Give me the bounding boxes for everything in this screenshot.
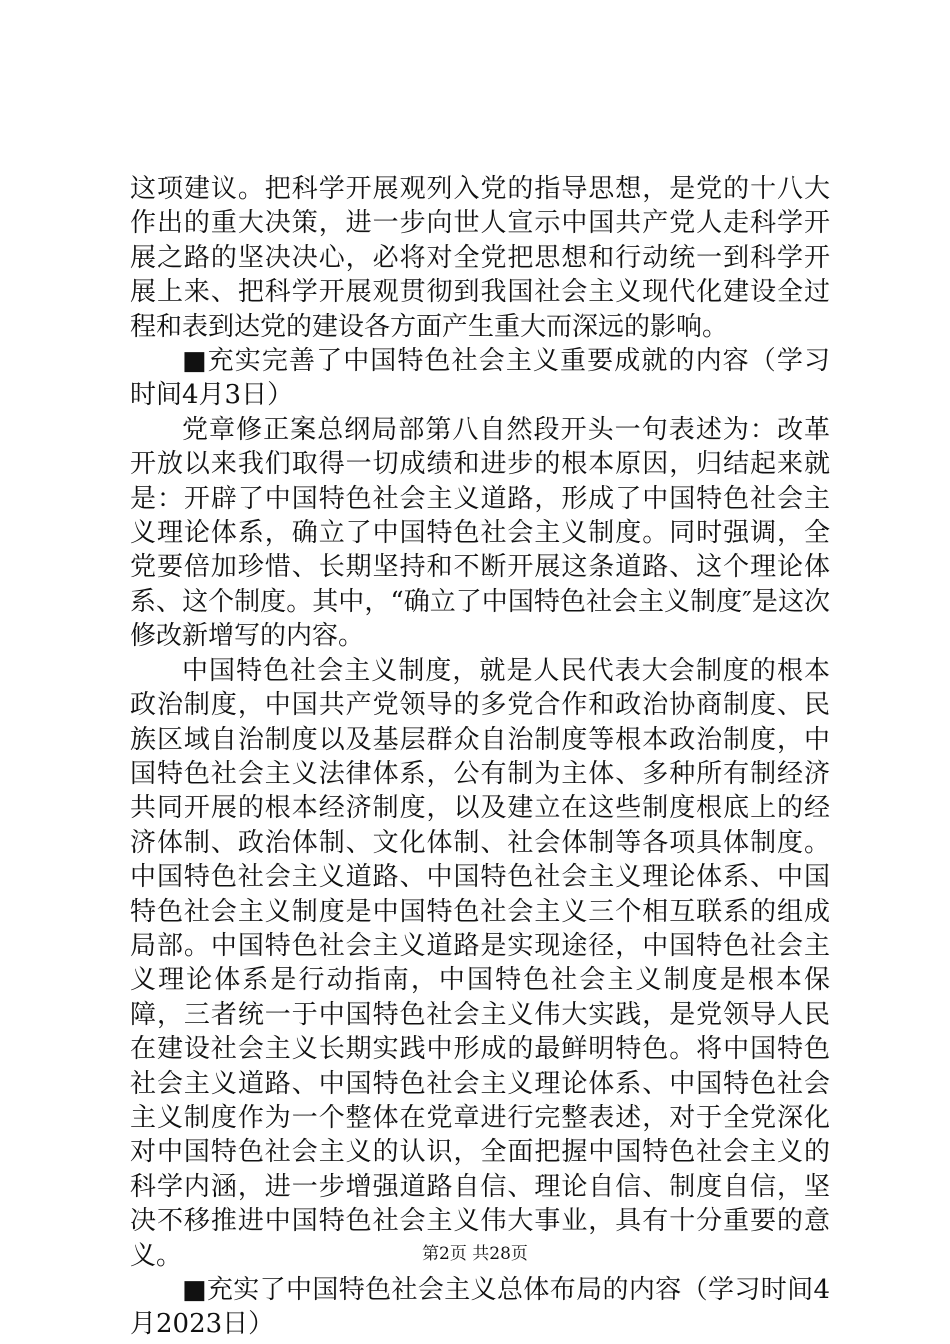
- section-heading: ■充实完善了中国特色社会主义重要成就的内容（学习时间4月3日）: [130, 346, 830, 411]
- document-body: [130, 172, 830, 1342]
- paragraph: 中国特色社会主义制度，就是人民代表大会制度的根本政治制度，中国共产党领导的多党合作和政治协商制度、民族区域自治制度以及基层群众自治制度等根本政治制度，中国特色社会主义法律体系，公有制为主体、多种所有制经济共同开展的根本经济制度，以及建立在这些制度根底上的经济体制、政治体制、文化体制、社会体制等各项具体制度。中国特色社会主义道路、中国特色社会主义理论体系、中国特色社会主义制度是中国特色社会主义三个相互联系的组成局部。中国特色社会主义道路是实现途径，中国特色社会主义理论体系是行动指南，中国特色社会主义制度是根本保障，三者统一于中国特色社会主义伟大实践，是党领导人民在建设社会主义长期实践中形成的最鲜明特色。将中国特色社会主义道路、中国特色社会主义理论体系、中国特色社会主义制度作为一个整体在党章进行完整表述，对于全党深化对中国特色社会主义的认识，全面把握中国特色社会主义的科学内涵，进一步增强道路自信、理论自信、制度自信，坚决不移推进中国特色社会主义伟大事业，具有十分重要的意义。: [130, 655, 830, 1271]
- paragraph-continuation: 这项建议。把科学开展观列入党的指导思想，是党的十八大作出的重大决策，进一步向世人宣示中国共产党人走科学开展之路的坚决决心，必将对全党把思想和行动统一到科学开展上来、把科学开展观贯彻到我国社会主义现代化建设全过程和表到达党的建设各方面产生重大而深远的影响。: [130, 174, 830, 342]
- section-heading: ■充实了中国特色社会主义总体布局的内容（学习时间4月2023日）: [130, 1275, 830, 1340]
- page-footer: 第2页 共28页: [422, 1244, 528, 1264]
- paragraph: 党章修正案总纲局部第八自然段开头一句表述为：改革开放以来我们取得一切成绩和进步的根本原因，归结起来就是：开辟了中国特色社会主义道路，形成了中国特色社会主义理论体系，确立了中国特色社会主义制度。同时强调，全党要倍加珍惜、长期坚持和不断开展这条道路、这个理论体系、这个制度。其中，“确立了中国特色社会主义制度″是这次修改新增写的内容。: [130, 414, 830, 652]
